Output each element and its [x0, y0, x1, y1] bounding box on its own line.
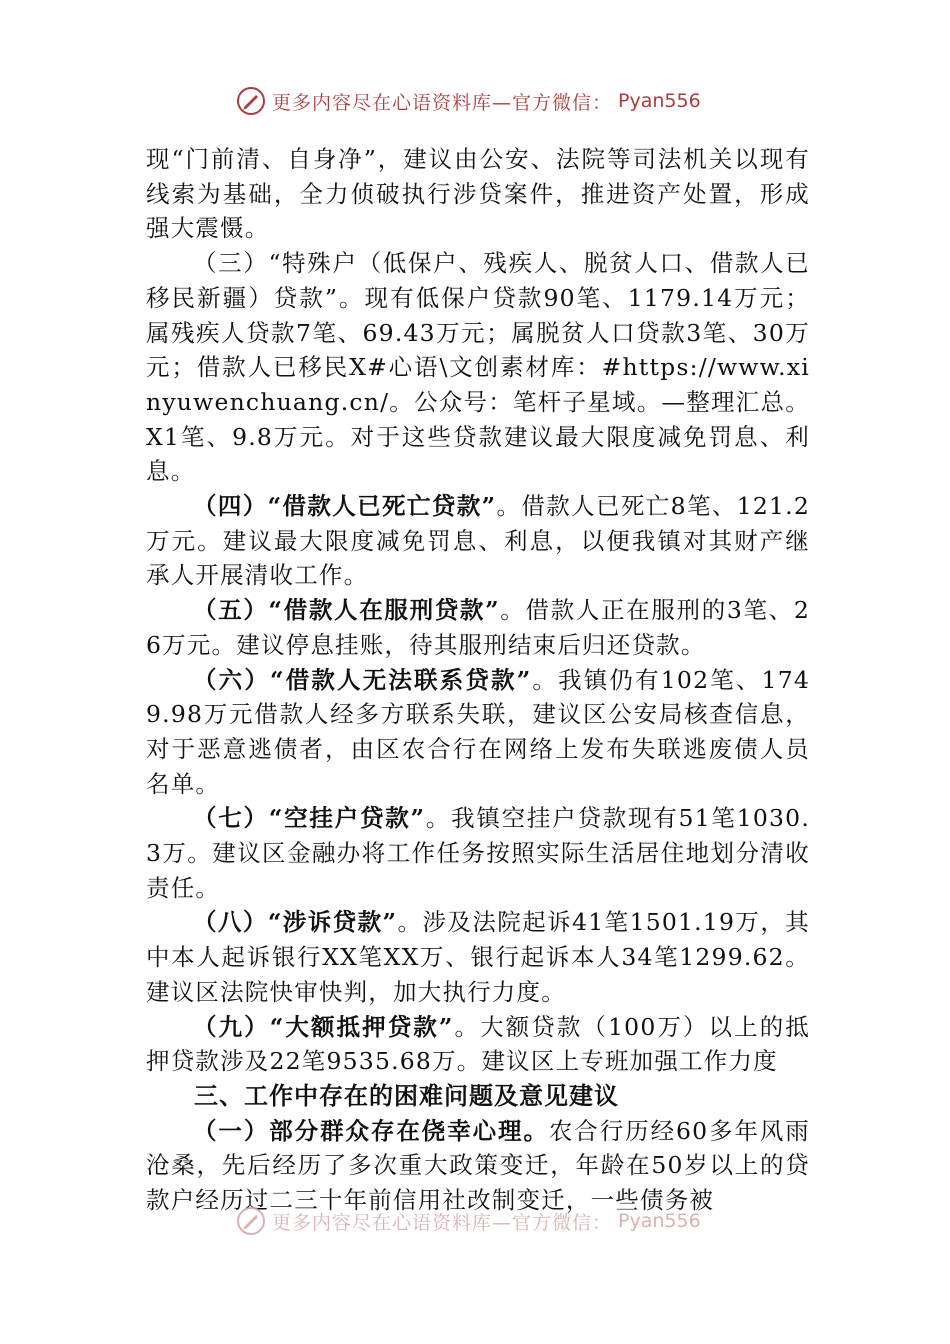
- paragraph-text: 。我镇仍有102笔、1749.98万元借款人经多方联系失联，建议区公安局核查信息，对于恶意逃债者，由区农合行在网络上发布失联逃废债人员名单。: [146, 665, 810, 798]
- paragraph: [146, 801, 810, 905]
- paragraph-lead: （八）“涉诉贷款”: [193, 908, 398, 937]
- paragraph-lead: （七）“空挂户贷款”: [193, 804, 426, 833]
- paragraph: [146, 489, 810, 593]
- section-heading: 三、工作中存在的困难问题及意见建议: [194, 1081, 619, 1110]
- paragraph-lead: （五）“借款人在服刑贷款”: [193, 596, 500, 625]
- paragraph-text: 现“门前清、自身净”，建议由公安、法院等司法机关以现有线索为基础，全力侦破执行涉贷案件，推进资产处置，形成强大震慑。: [146, 145, 810, 243]
- paragraph: [146, 246, 810, 489]
- pen-logo-icon: [236, 86, 266, 116]
- watermark-text: 更多内容尽在心语资料库—官方微信：: [272, 91, 613, 114]
- watermark-handle: Pyan556: [618, 1210, 701, 1232]
- paragraph-list: [146, 142, 810, 1079]
- watermark-handle: Pyan556: [618, 90, 701, 112]
- paragraph-lead: （六）“借款人无法联系贷款”: [193, 665, 532, 694]
- pen-logo-icon: [236, 1206, 266, 1236]
- paragraph: [146, 1010, 810, 1079]
- watermark-header: [236, 86, 701, 116]
- paragraph-lead: （四）“借款人已死亡贷款”: [193, 492, 497, 521]
- document-body: [146, 142, 810, 1218]
- paragraph: [146, 663, 810, 802]
- paragraph-text: 。借款人正在服刑的3笔、26万元。建议停息挂账，待其服刑结束后归还贷款。: [146, 596, 810, 659]
- watermark-text: 更多内容尽在心语资料库—官方微信：: [272, 1211, 613, 1234]
- paragraph-text: 。我镇空挂户贷款现有51笔1030.3万。建议区金融办将工作任务按照实际生活居住地划分清收责任。: [146, 804, 810, 902]
- paragraph-text: （三）“特殊户（低保户、残疾人、脱贫人口、借款人已移民新疆）贷款”。现有低保户贷款90笔、1179.14万元；属残疾人贷款7笔、69.43万元；属脱贫人口贷款3笔、30万元；借款人已移民X#心语\文创素材库：#https://www.xinyuwenchuang.cn/。公众号：笔杆子星域。—整理汇总。X1笔、9.8万元。对于这些贷款建议最大限度减免罚息、利息。: [146, 249, 810, 486]
- watermark-footer: [236, 1206, 701, 1236]
- paragraph-text: 。涉及法院起诉41笔1501.19万，其中本人起诉银行XX笔XX万、银行起诉本人34笔1299.62。建议区法院快审快判，加大执行力度。: [146, 908, 810, 1006]
- paragraph-text: 。大额贷款（100万）以上的抵押贷款涉及22笔9535.68万。建议区上专班加强工作力度: [146, 1012, 810, 1076]
- paragraph-text: 农合行历经60多年风雨沧桑，先后经历了多次重大政策变迁，年龄在50岁以上的贷款户经历过二三十年前信用社改制变迁，一些债务被: [146, 1116, 810, 1215]
- paragraph: [146, 905, 810, 1009]
- paragraph-lead: （九）“大额抵押贷款”: [193, 1012, 454, 1041]
- paragraph-text: 。借款人已死亡8笔、121.2万元。建议最大限度减免罚息、利息，以便我镇对其财产继承人开展清收工作。: [146, 492, 810, 590]
- paragraph: [146, 593, 810, 662]
- paragraph-lead: （一）部分群众存在侥幸心理。: [193, 1116, 549, 1145]
- final-paragraph: [146, 1114, 810, 1218]
- paragraph: [146, 142, 810, 246]
